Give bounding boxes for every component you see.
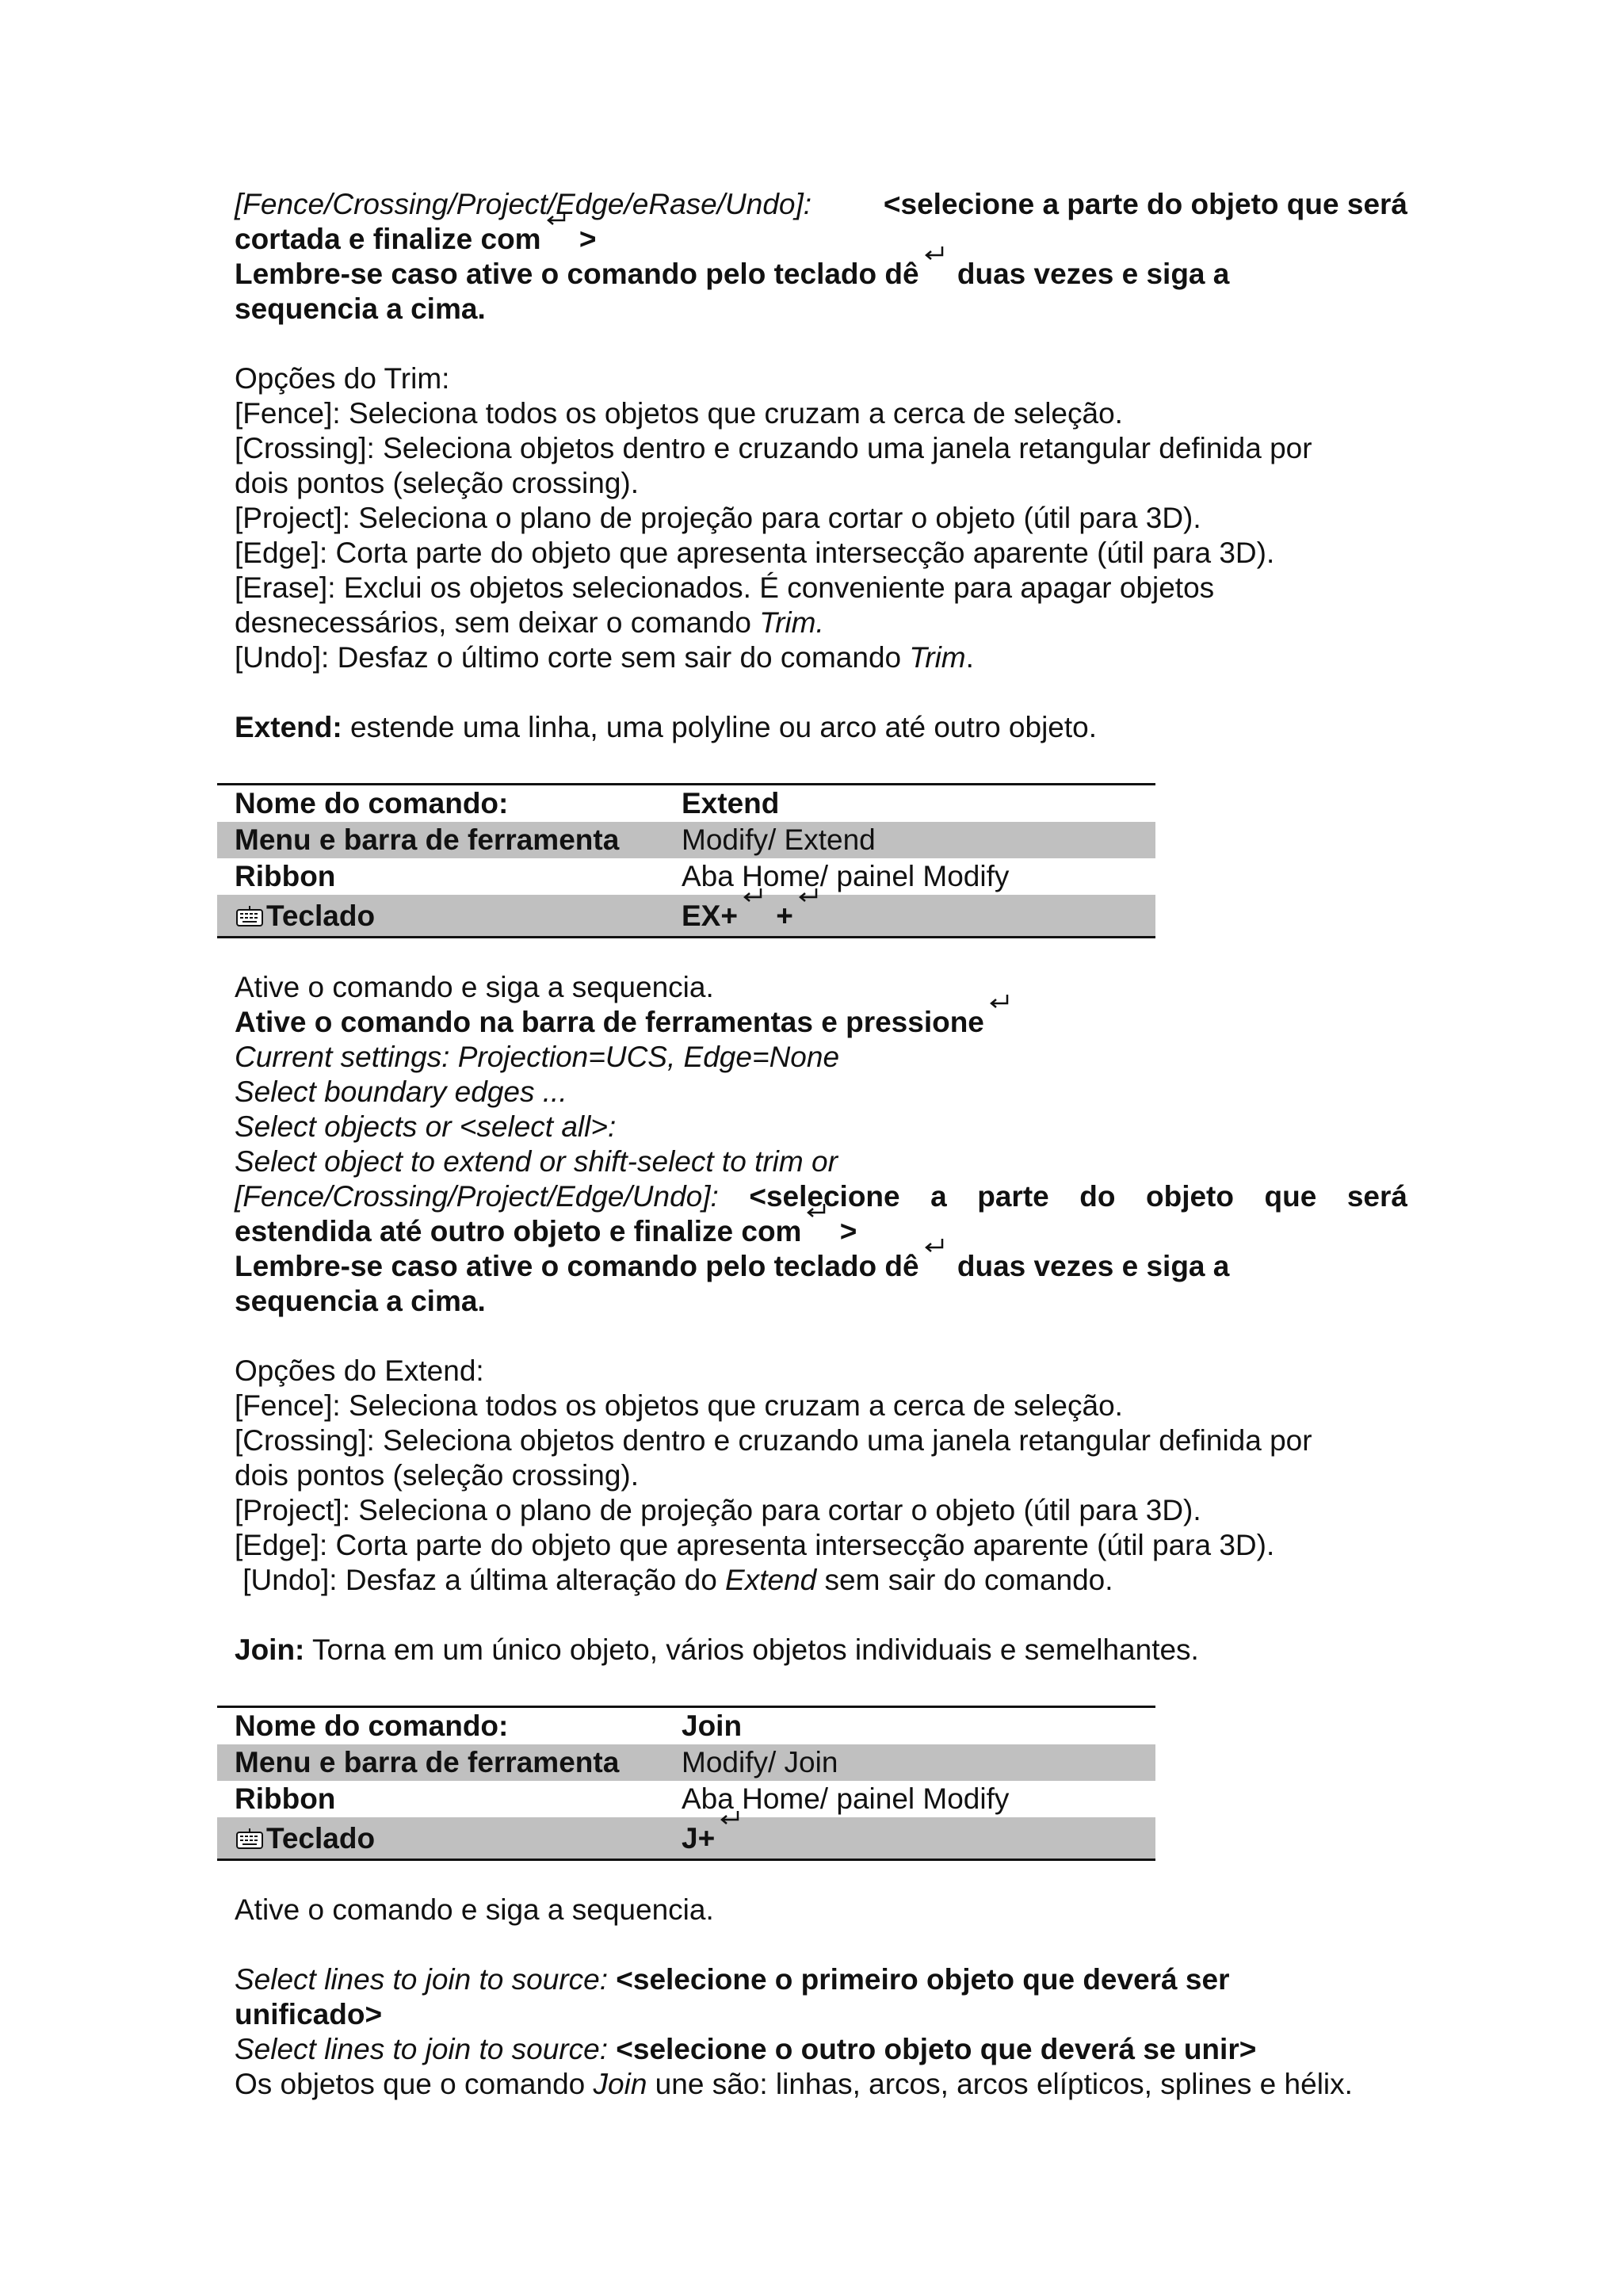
table-row: Teclado J+ [217, 1817, 1155, 1860]
extend-command-table [217, 783, 1155, 938]
enter-key-icon [544, 228, 568, 249]
join-follow: Ative o comando e siga a sequencia. [235, 1893, 714, 1926]
extend-follow: Ative o comando e siga a sequencia. [235, 971, 714, 1003]
trim-option: dois pontos (seleção crossing). [235, 467, 640, 499]
table-row: Teclado EX+ + [217, 895, 1155, 938]
extend-option: dois pontos (seleção crossing). [235, 1459, 640, 1492]
trim-prompt-options: [Fence/Crossing/Project/Edge/eRase/Undo]: [235, 188, 812, 220]
enter-key-icon [987, 1011, 1011, 1032]
enter-key-icon [796, 905, 820, 926]
extend-prompt: Select object to extend or shift-select to trim or [235, 1145, 838, 1178]
extend-option: [Fence]: Seleciona todos os objetos que cruzam a cerca de seleção. [235, 1389, 1123, 1422]
keyboard-icon [235, 903, 265, 926]
enter-key-icon [922, 1255, 946, 1276]
join-prompt-1-cont: unificado> [235, 1998, 383, 2030]
trim-option-undo: [Undo]: Desfaz o último corte sem sair do comando Trim. [235, 641, 974, 674]
trim-options-title: Opções do Trim: [235, 362, 450, 395]
trim-option: [Erase]: Exclui os objetos selecionados. É conveniente para apagar objetos [235, 571, 1215, 604]
trim-option-erase-cont: desnecessários, sem deixar o comando Trim. [235, 606, 824, 639]
trim-reminder: Lembre-se caso ative o comando pelo teclado dê duas vezes e siga a [235, 257, 1407, 292]
extend-title: Extend: estende uma linha, uma polyline ou arco até outro objeto. [235, 711, 1098, 743]
document-page [235, 187, 1407, 2102]
enter-key-icon [804, 1221, 828, 1241]
table-row: Menu e barra de ferramenta Modify/ Extend [217, 822, 1155, 858]
trim-reminder-2: sequencia a cima. [235, 292, 486, 325]
extend-reminder-2: sequencia a cima. [235, 1285, 486, 1317]
enter-key-icon [922, 263, 946, 284]
extend-options-title: Opções do Extend: [235, 1354, 484, 1387]
trim-option: [Edge]: Corta parte do objeto que apresenta intersecção aparente (útil para 3D). [235, 537, 1275, 569]
trim-option: [Fence]: Seleciona todos os objetos que cruzam a cerca de seleção. [235, 397, 1123, 430]
extend-activate: Ative o comando na barra de ferramentas e pressione [235, 1005, 1407, 1040]
extend-prompt: Current settings: Projection=UCS, Edge=None [235, 1041, 840, 1073]
trim-option: [Crossing]: Seleciona objetos dentro e cruzando uma janela retangular definida por [235, 432, 1312, 464]
trim-prompt-action: <selecione a parte do objeto que será [883, 188, 1407, 220]
extend-option: [Crossing]: Seleciona objetos dentro e cruzando uma janela retangular definida por [235, 1424, 1312, 1457]
table-row: Ribbon Aba Home/ painel Modify [235, 860, 1010, 892]
trim-prompt-line-2: cortada e finalize com > [235, 222, 1407, 257]
join-final: Os objetos que o comando Join une são: linhas, arcos, arcos elípticos, splines e hélix. [235, 2068, 1353, 2100]
join-title: Join: Torna em um único objeto, vários objetos individuais e semelhantes. [235, 1633, 1199, 1666]
extend-prompt-options-line: [Fence/Crossing/Project/Edge/Undo]: <selecione a parte do objeto que será [235, 1180, 1407, 1213]
join-command-table [217, 1706, 1155, 1861]
join-prompt-1: Select lines to join to source: <selecione o primeiro objeto que deverá ser [235, 1963, 1230, 1996]
extend-prompt: Select boundary edges ... [235, 1075, 567, 1108]
extend-reminder: Lembre-se caso ative o comando pelo teclado dê duas vezes e siga a [235, 1249, 1407, 1284]
join-prompt-2: Select lines to join to source: <selecione o outro objeto que deverá se unir> [235, 2033, 1257, 2065]
extend-prompt-action-2: estendida até outro objeto e finalize com > [235, 1214, 1407, 1249]
enter-key-icon [718, 1828, 742, 1848]
keyboard-icon [235, 1825, 265, 1849]
extend-option: [Edge]: Corta parte do objeto que apresenta intersecção aparente (útil para 3D). [235, 1529, 1275, 1561]
table-row: Nome do comando: Extend [217, 785, 1155, 823]
trim-option: [Project]: Seleciona o plano de projeção para cortar o objeto (útil para 3D). [235, 502, 1201, 534]
table-row: Nome do comando: Join [217, 1707, 1155, 1745]
extend-option-undo: [Undo]: Desfaz a última alteração do Extend sem sair do comando. [235, 1564, 1113, 1596]
extend-option: [Project]: Seleciona o plano de projeção para cortar o objeto (útil para 3D). [235, 1494, 1201, 1526]
table-row: Ribbon Aba Home/ painel Modify [235, 1782, 1010, 1815]
trim-prompt-line [235, 187, 1407, 222]
table-row: Menu e barra de ferramenta Modify/ Join [217, 1744, 1155, 1781]
enter-key-icon [741, 905, 765, 926]
extend-prompt: Select objects or <select all>: [235, 1110, 617, 1143]
